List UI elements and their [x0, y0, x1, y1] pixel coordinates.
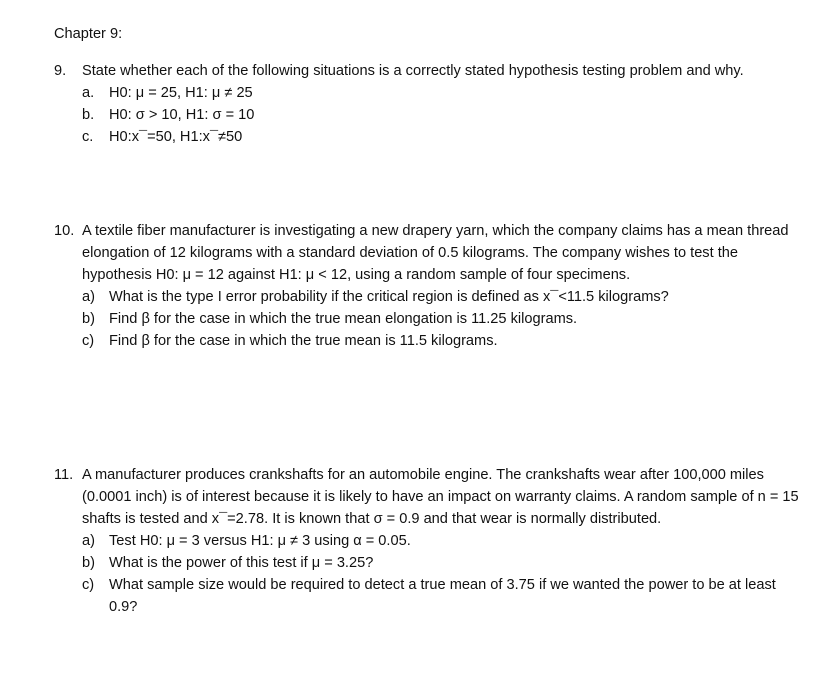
sub-question-text: H0: μ = 25, H1: μ ≠ 25 [109, 85, 253, 101]
sub-question-list [54, 286, 799, 352]
question-11 [54, 464, 799, 618]
sub-question-list [54, 82, 799, 148]
sub-question [82, 82, 799, 104]
question-10 [54, 220, 799, 352]
sub-question [82, 104, 799, 126]
sub-question-text: Test H0: μ = 3 versus H1: μ ≠ 3 using α = 0.05. [109, 533, 411, 549]
sub-question-label: a. [82, 85, 95, 101]
question-number: 9. [54, 63, 67, 79]
sub-question [82, 330, 799, 352]
sub-question [82, 308, 799, 330]
sub-question-label: b. [82, 107, 95, 123]
sub-question-text: What is the power of this test if μ = 3.25? [109, 555, 374, 571]
sub-question-text: H0: σ > 10, H1: σ = 10 [109, 107, 255, 123]
sub-question-text: What is the type I error probability if the critical region is defined as x¯<11.5 kilograms? [109, 289, 669, 305]
sub-question-text: Find β for the case in which the true mean elongation is 11.25 kilograms. [109, 311, 578, 327]
sub-question-label: a) [82, 533, 95, 549]
sub-question-text: Find β for the case in which the true mean is 11.5 kilograms. [109, 333, 498, 349]
question-number: 10. [54, 223, 75, 239]
sub-question-label: c) [82, 333, 95, 349]
sub-question [82, 286, 799, 308]
sub-question-text: What sample size would be required to detect a true mean of 3.75 if we wanted the power to be at least 0.9? [109, 577, 776, 615]
question-stem [54, 464, 799, 530]
sub-question [82, 574, 799, 618]
question-9 [54, 60, 799, 148]
question-stem [54, 60, 799, 82]
sub-question-label: b) [82, 311, 95, 327]
question-text: State whether each of the following situations is a correctly stated hypothesis testing problem and why. [82, 63, 744, 79]
question-text: A textile fiber manufacturer is investigating a new drapery yarn, which the company claims has a mean thread elongation of 12 kilograms with a standard deviation of 0.5 kilograms. The company wishes to test the hypothesis H0: μ = 12 against H1: μ < 12, using a random sample of four specimens. [82, 223, 789, 283]
question-stem [54, 220, 799, 286]
sub-question-list [54, 530, 799, 618]
sub-question-label: b) [82, 555, 95, 571]
sub-question-label: c. [82, 129, 94, 145]
sub-question [82, 552, 799, 574]
sub-question-label: c) [82, 577, 95, 593]
question-number: 11. [54, 467, 74, 483]
question-text: A manufacturer produces crankshafts for an automobile engine. The crankshafts wear after 100,000 miles (0.0001 inch) is of interest because it is likely to have an impact on warranty claims. A random sample of n = 15 shafts is tested and x¯=2.78. It is known that σ = 0.9 and that wear is normally distributed. [82, 467, 799, 527]
sub-question-text: H0:x¯=50, H1:x¯≠50 [109, 129, 243, 145]
sub-question-label: a) [82, 289, 95, 305]
chapter-heading: Chapter 9: [54, 26, 123, 42]
sub-question [82, 126, 799, 148]
sub-question [82, 530, 799, 552]
